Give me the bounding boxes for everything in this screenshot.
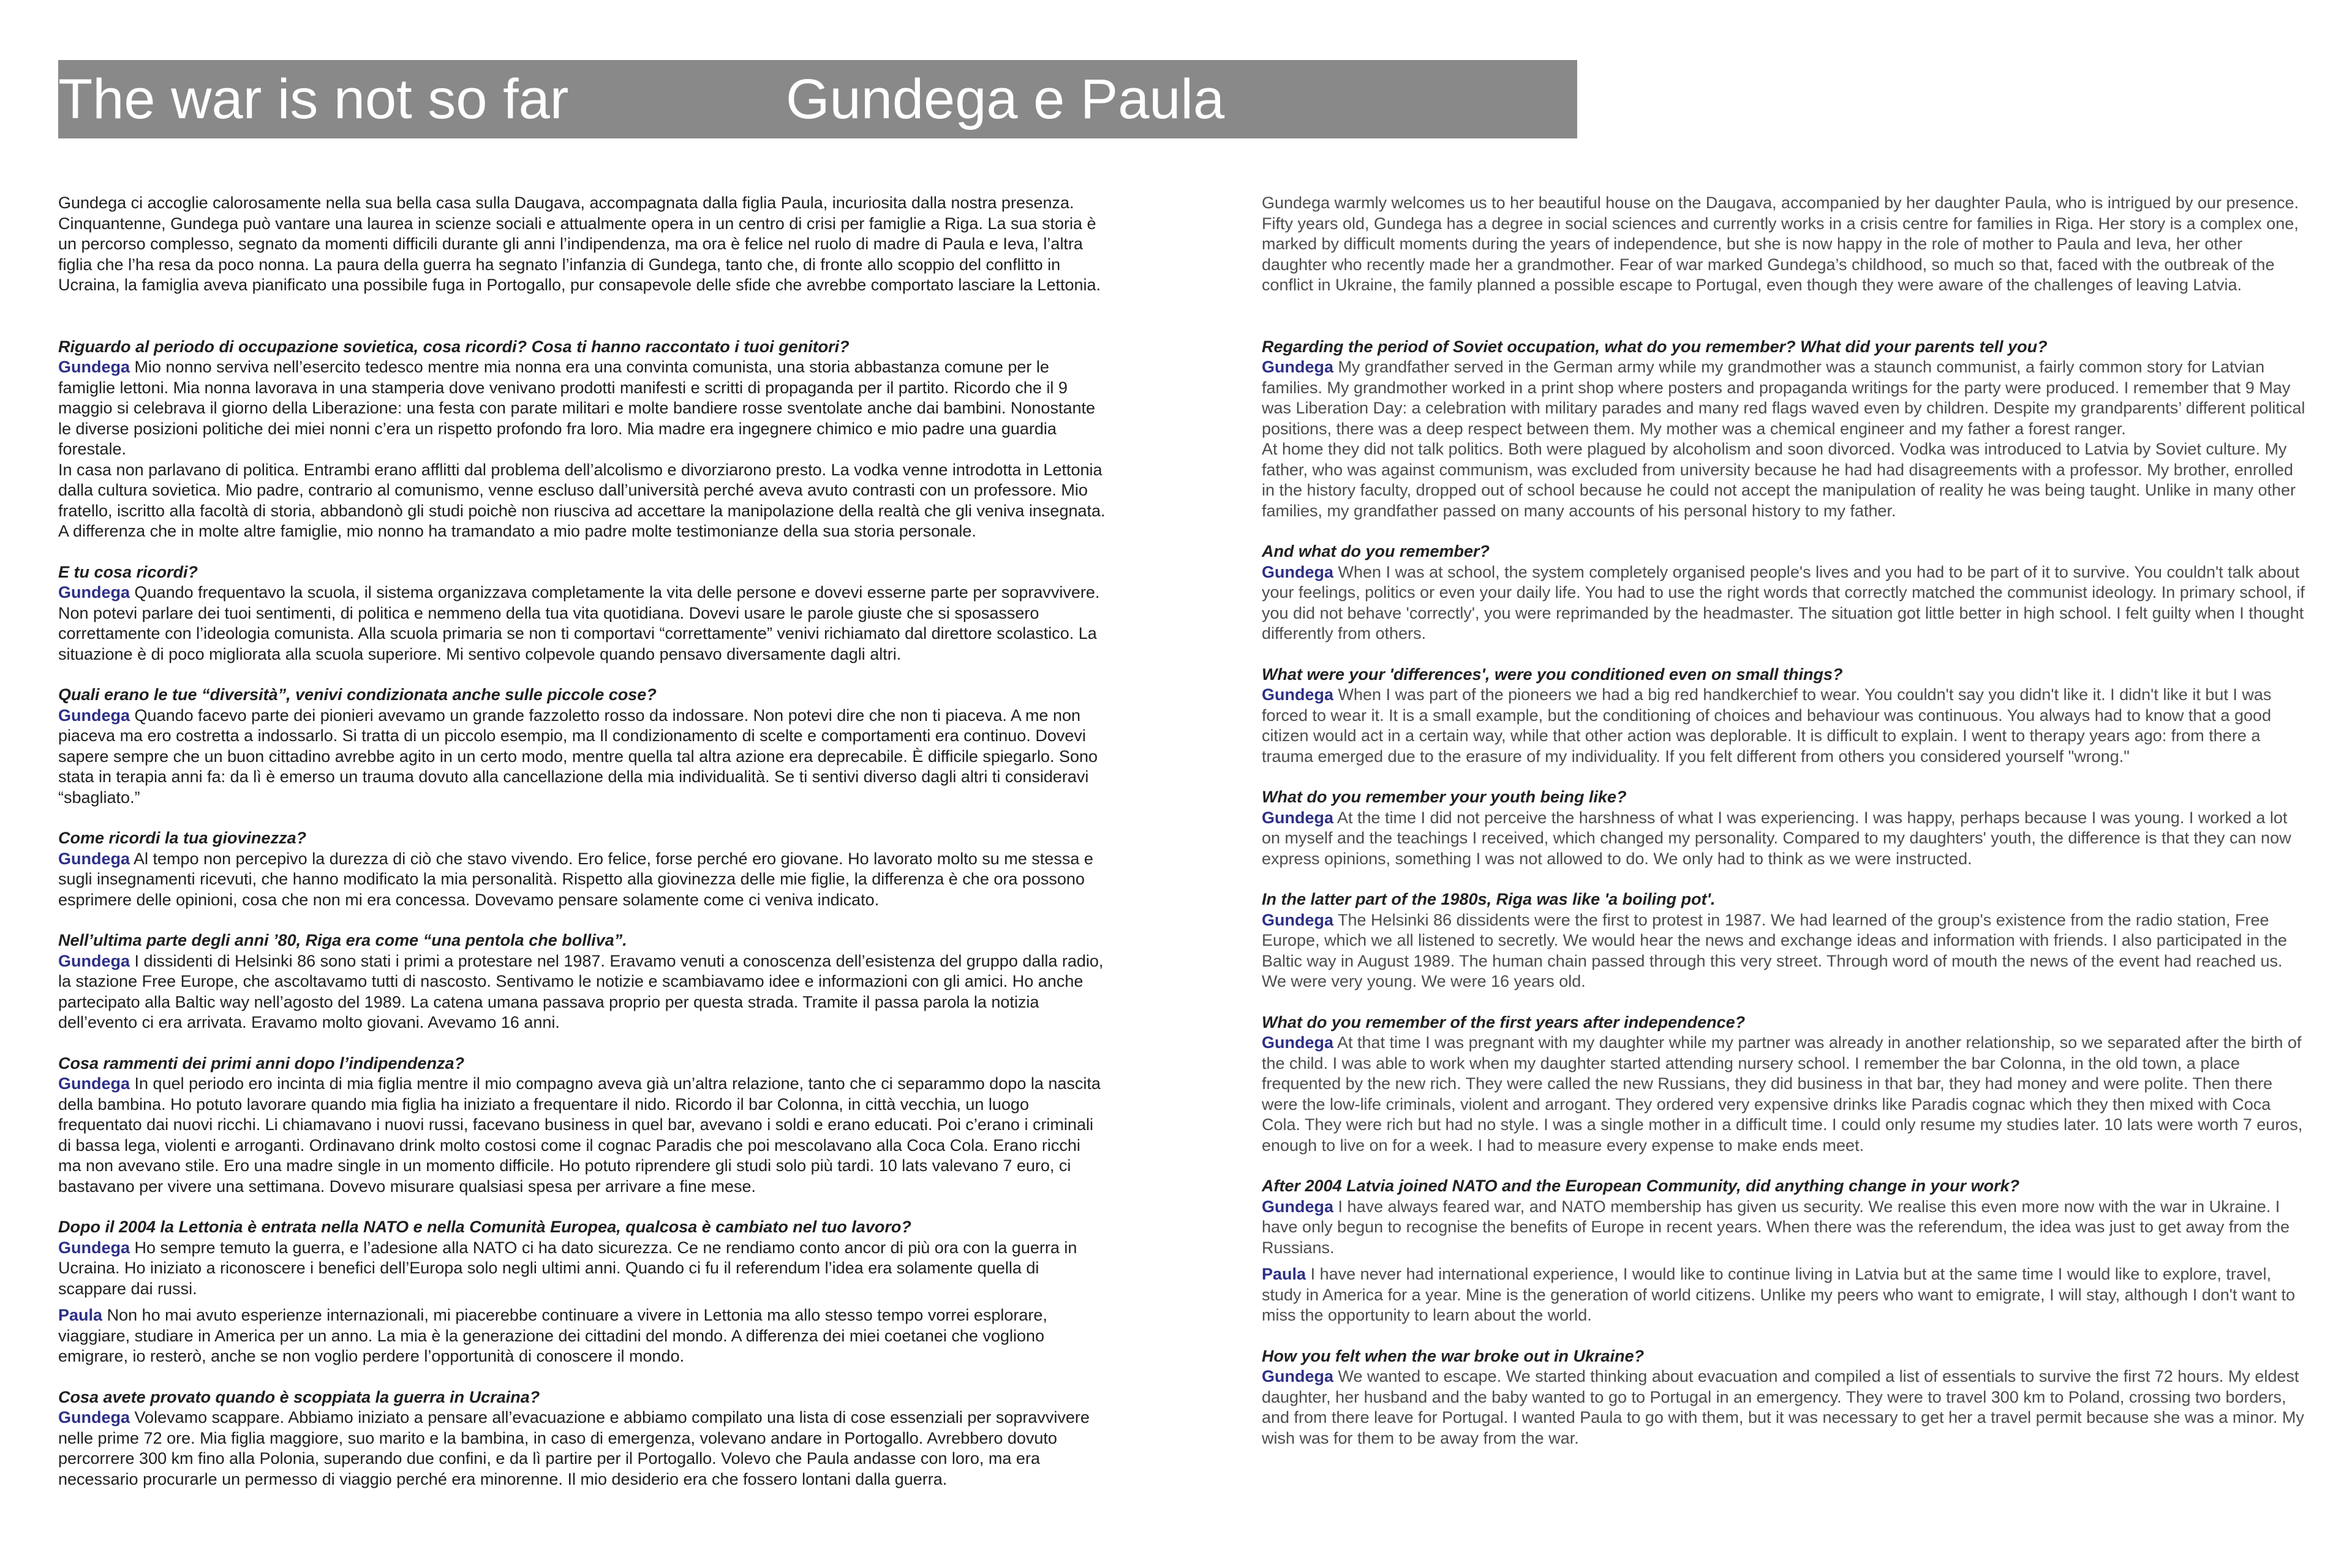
speaker-name: Gundega	[1262, 808, 1334, 827]
qa-block	[1262, 541, 2309, 644]
speaker-name: Gundega	[58, 583, 130, 601]
qa-block	[58, 685, 1106, 808]
qa-block	[58, 1217, 1106, 1367]
answer	[1262, 808, 2309, 870]
answer	[1262, 357, 2309, 439]
question: In the latter part of the 1980s, Riga was like 'a boiling pot'.	[1262, 890, 1716, 908]
answer-text: When I was at school, the system completely organised people's lives and you had to be part of it to survive. You couldn't talk about your feelings, politics or even your daily life. You had to use the right words that correctly matched the communist ideology. In primary school, if you did not behave 'correctly', you were reprimanded by the headmaster. The situation got little better in high school. I felt guilty when I thought differently from others.	[1262, 562, 2305, 643]
answer	[58, 706, 1106, 809]
speaker-name: Gundega	[58, 1238, 130, 1257]
speaker-name: Gundega	[58, 706, 130, 725]
qa-block	[1262, 1346, 2309, 1449]
qa-block	[58, 1387, 1106, 1490]
speaker-name: Gundega	[58, 849, 130, 868]
qa-block	[58, 1054, 1106, 1197]
qa-block	[1262, 665, 2309, 767]
answer-text: I have never had international experience, I would like to continue living in Latvia but at the same time I would like to explore, travel, study in America for a year. Mine is the generation of world citizens. Unlike my peers who want to emigrate, I will stay, although I don't want to miss the opportunity to learn about the world.	[1262, 1265, 2295, 1324]
qa-block	[58, 930, 1106, 1033]
question: Come ricordi la tua giovinezza?	[58, 829, 307, 847]
answer-text: The Helsinki 86 dissidents were the first to protest in 1987. We had learned of the group's existence from the radio station, Free Europe, which we all listened to secretly. We would hear the news and exchange ideas and information with friends. I also participated in the Baltic way in August 1989. The human chain passed through this very street. Through word of mouth the news of the event had reached us. We were very young. We were 16 years old.	[1262, 910, 2287, 990]
answer-text: Al tempo non percepivo la durezza di ciò che stavo vivendo. Ero felice, forse perché ero giovane. Ho lavorato molto su me stessa e sugli insegnamenti ricevuti, che hanno modificato la mia personalità. Rispetto alla giovinezza delle mie figlie, la differenza è che ora possono esprimere delle opinioni, cosa che non mi era concessa. Dovevamo pensare solamente come ci veniva indicato.	[58, 849, 1093, 909]
qa-block	[1262, 1176, 2309, 1326]
answer-text: Mio nonno serviva nell’esercito tedesco mentre mia nonna era una convinta comunista, una storia abbastanza comune per le famiglie lettoni. Mia nonna lavorava in una stamperia dove venivano prodotti manifesti e scritti di propaganda per il partito. Ricordo che il 9 maggio si celebrava il giorno della Liberazione: una festa con parate militari e molte bandiere rosse sventolate anche dai bambini. Nonostante le diverse posizioni politiche dei miei nonni c’era un rispetto profondo fra loro. Mia madre era ingegnere chimico e mio padre una guardia forestale.	[58, 358, 1095, 458]
question: Regarding the period of Soviet occupation, what do you remember? What did your parents tell you?	[1262, 337, 2048, 356]
answer	[58, 357, 1106, 460]
speaker-name: Gundega	[1262, 910, 1334, 929]
answer	[58, 1074, 1106, 1197]
answer-text: When I was part of the pioneers we had a big red handkerchief to wear. You couldn't say you didn't like it. I didn't like it but I was forced to wear it. It is a small example, but the conditioning of choices and behaviour was continuous. You always had to know that a good citizen would act in a certain way, while that other action was deplorable. It is difficult to explain. I went to therapy years ago: from there a trauma emerged due to the erasure of my individuality. If you felt different from others you considered yourself "wrong."	[1262, 685, 2272, 766]
answer	[58, 1238, 1106, 1300]
answer	[1262, 1197, 2309, 1259]
question: E tu cosa ricordi?	[58, 562, 198, 581]
answer-text: At that time I was pregnant with my daughter while my partner was already in another relationship, so we separated after the birth of the child. I was able to work when my daughter started attending nursery school. I remember the bar Colonna, in the old town, a place frequented by the new rich. They were called the new Russians, they did business in that bar, they had money and were polite. Then there were the low-life criminals, violent and arrogant. They ordered very expensive drinks like Paradis cognac which they then mixed with Coca Cola. They were rich but had no style. I was a single mother in a difficult time. I could only resume my studies later. 10 lats were worth 7 euros, enough to live on for a week. I had to measure every expense to make ends meet.	[1262, 1033, 2303, 1155]
answer-continued: At home they did not talk politics. Both were plagued by alcoholism and soon divorced. Vodka was introduced to Latvia by Soviet culture. My father, who was against communism, was excluded from university because he had had disagreements with a professor. My brother, enrolled in the history faculty, dropped out of school because he could not accept the manipulation of reality he was being taught. Unlike in many other families, my grandfather passed on many accounts of his personal history to my father.	[1262, 440, 2296, 520]
qa-block	[1262, 787, 2309, 869]
question: And what do you remember?	[1262, 542, 1490, 560]
answer	[1262, 685, 2309, 767]
title-banner	[58, 60, 1577, 138]
speaker-name: Gundega	[58, 358, 130, 376]
speaker-name: Gundega	[1262, 1197, 1334, 1216]
answer-text: Quando facevo parte dei pionieri avevamo un grande fazzoletto rosso da indossare. Non potevi dire che non ti piaceva. A me non piaceva ma ero costretta a indossarlo. Si tratta di un piccolo esempio, ma Il condizionamento di scelte e comportamenti era continuo. Dovevi sapere sempre che un buon cittadino avrebbe agito in un certo modo, mentre quella tal altra azione era deprecabile. È difficile spiegarlo. Sono stata in terapia anni fa: da lì è emerso un trauma dovuto alla cancellazione della mia individualità. Se ti sentivi diverso dagli altri ti consideravi “sbagliato.”	[58, 706, 1098, 807]
answer	[1262, 910, 2309, 992]
question: Riguardo al periodo di occupazione sovietica, cosa ricordi? Cosa ti hanno raccontato i tuoi genitori?	[58, 337, 850, 356]
answer	[1262, 562, 2309, 644]
title-right: Gundega e Paula	[786, 68, 1225, 130]
speaker-name: Gundega	[1262, 1033, 1334, 1052]
title-left: The war is not so far	[58, 68, 569, 130]
answer-text: In quel periodo ero incinta di mia figlia mentre il mio compagno aveva già un’altra relazione, tanto che ci separammo dopo la nascita della bambina. Ho potuto lavorare quando mia figlia ha iniziato a frequentare il nido. Ricordo il bar Colonna, in città vecchia, un luogo frequentato dai nuovi ricchi. Li chiamavano i nuovi russi, facevano business in quel bar, avevano i soldi e erano educati. Poi c’erano i criminali di bassa lega, violenti e arroganti. Ordinavano drink molto costosi come il cognac Paradis che poi mescolavano alla Coca Cola. Erano ricchi ma non avevano stile. Ero una madre single in un momento difficile. Ho potuto riprendere gli studi solo più tardi. 10 lats valevano 7 euro, ci bastavano per vivere una settimana. Dovevo misurare qualsiasi spesa per arrivare a fine mese.	[58, 1074, 1101, 1196]
question: What do you remember of the first years after independence?	[1262, 1012, 1746, 1031]
question: What do you remember your youth being like?	[1262, 788, 1627, 806]
answer	[58, 582, 1106, 665]
speaker-name: Gundega	[58, 951, 130, 970]
question: After 2004 Latvia joined NATO and the European Community, did anything change in your work?	[1262, 1177, 2020, 1195]
qa-block	[58, 828, 1106, 910]
speaker-name: Gundega	[1262, 1367, 1334, 1385]
question: Cosa avete provato quando è scoppiata la guerra in Ucraina?	[58, 1387, 540, 1406]
speaker-name: Paula	[1262, 1265, 1306, 1283]
answer-text: At the time I did not perceive the harshness of what I was experiencing. I was happy, perhaps because I was young. I worked a lot on myself and the teachings I received, which changed my personality. Compared to my daughters' youth, the difference is that they can now express opinions, something I was not allowed to do. We only had to think as we were instructed.	[1262, 808, 2291, 868]
question: Quali erano le tue “diversità”, venivi condizionata anche sulle piccole cose?	[58, 685, 657, 704]
qa-block	[1262, 337, 2309, 522]
speaker-name: Gundega	[58, 1074, 130, 1093]
answer	[1262, 1366, 2309, 1449]
answer-text: My grandfather served in the German army while my grandmother was a staunch communist, a fairly common story for Latvian families. My grandmother worked in a print shop where posters and propaganda writings for the party were produced. I remember that 9 May was Liberation Day: a celebration with military parades and many red flags waved even by children. Despite my grandparents’ different political positions, there was a deep respect between them. My mother was a chemical engineer and my father a forest ranger.	[1262, 358, 2305, 438]
answer-text: We wanted to escape. We started thinking about evacuation and compiled a list of essentials to survive the first 72 hours. My eldest daughter, her husband and the baby wanted to go to Portugal in an emergency. They were to travel 300 km to Poland, crossing two borders, and from there leave for Portugal. I wanted Paula to go with them, but it was necessary to get her a travel permit because she was a minor. My wish was for them to be away from the war.	[1262, 1367, 2304, 1447]
question: Dopo il 2004 la Lettonia è entrata nella NATO e nella Comunità Europea, qualcosa è cambiato nel tuo lavoro?	[58, 1218, 911, 1236]
answer	[1262, 1033, 2309, 1156]
question: What were your 'differences', were you conditioned even on small things?	[1262, 665, 1843, 684]
speaker-name: Gundega	[58, 1408, 130, 1427]
answer-text: I dissidenti di Helsinki 86 sono stati i primi a protestare nel 1987. Eravamo venuti a conoscenza dell’esistenza del gruppo dalla radio, la stazione Free Europe, che ascoltavamo tutti di nascosto. Sentivamo le notizie e scambiavamo idee e informazioni con gli amici. Ho anche partecipato alla Baltic way nell’agosto del 1989. La catena umana passava proprio per questa strada. Tramite il passa parola la notizia dell’evento ci era arrivata. Eravamo molto giovani. Avevamo 16 anni.	[58, 951, 1104, 1031]
speaker-name: Gundega	[1262, 358, 1334, 376]
answer	[58, 849, 1106, 911]
answer	[58, 1408, 1106, 1490]
qa-block	[58, 337, 1106, 542]
question: Nell’ultima parte degli anni ’80, Riga era come “una pentola che bolliva”.	[58, 931, 627, 949]
answer-text: Non ho mai avuto esperienze internazionali, mi piacerebbe continuare a vivere in Lettonia ma allo stesso tempo vorrei esplorare, viaggiare, studiare in America per un anno. La mia è la generazione dei cittadini del mondo. A differenza dei miei coetanei che vogliono emigrare, io resterò, anche se non voglio perdere l’opportunità di conoscere il mondo.	[58, 1306, 1047, 1365]
speaker-name: Gundega	[1262, 685, 1334, 704]
speaker-name: Paula	[58, 1306, 103, 1324]
answer-text: Quando frequentavo la scuola, il sistema organizzava completamente la vita delle persone e dovevi esserne parte per sopravvivere. Non potevi parlare dei tuoi sentimenti, di politica e nemmeno della tua vita quotidiana. Dovevi usare le parole giuste che si sposassero correttamente con l’ideologia comunista. Alla scuola primaria se non ti comportavi “correttamente” venivi richiamato dal direttore scolastico. La situazione è di poco migliorata alla scuola superiore. Mi sentivo colpevole quando pensavo diversamente dagli altri.	[58, 583, 1100, 663]
question: Cosa rammenti dei primi anni dopo l’indipendenza?	[58, 1054, 465, 1072]
answer-second-speaker	[58, 1305, 1106, 1367]
qa-block	[1262, 889, 2309, 992]
answer	[58, 951, 1106, 1033]
italian-column	[58, 193, 1106, 1510]
answer-second-speaker	[1262, 1264, 2309, 1326]
speaker-name: Gundega	[1262, 562, 1334, 581]
intro-paragraph: Gundega warmly welcomes us to her beautiful house on the Daugava, accompanied by her daughter Paula, who is intrigued by our presence. Fifty years old, Gundega has a degree in social sciences and currently works in a crisis centre for families in Riga. Her story is a complex one, marked by difficult moments during the years of independence, but she is now happy in the role of mother to Paula and Ieva, her other daughter who recently made her a grandmother. Fear of war marked Gundega’s childhood, so much so that, faced with the outbreak of the conflict in Ukraine, the family planned a possible escape to Portugal, even though they were aware of the challenges of leaving Latvia.	[1262, 194, 2299, 294]
question: How you felt when the war broke out in Ukraine?	[1262, 1346, 1645, 1365]
answer-text: I have always feared war, and NATO membership has given us security. We realise this even more now with the war in Ukraine. I have only begun to recognise the benefits of Europe in recent years. When there was the referendum, the idea was just to get away from the Russians.	[1262, 1197, 2290, 1257]
qa-block	[1262, 1012, 2309, 1156]
answer-continued: In casa non parlavano di politica. Entrambi erano afflitti dal problema dell’alcolismo e divorziarono presto. La vodka venne introdotta in Lettonia dalla cultura sovietica. Mio padre, contrario al comunismo, venne escluso dall’università perché aveva avuto contrasti con un professore. Mio fratello, iscritto alla facoltà di storia, abbandonò gli studi poichè non riusciva ad accettare la manipolazione della realtà che gli veniva insegnata. A differenza che in molte altre famiglie, mio nonno ha tramandato a mio padre molte testimonianze della sua storia personale.	[58, 460, 1106, 540]
intro-paragraph: Gundega ci accoglie calorosamente nella sua bella casa sulla Daugava, accompagnata dalla figlia Paula, incuriosita dalla nostra presenza. Cinquantenne, Gundega può vantare una laurea in scienze sociali e attualmente opera in un centro di crisi per famiglie a Riga. La sua storia è un percorso complesso, segnato da momenti difficili durante gli anni l’indipendenza, ma ora è felice nel ruolo di madre di Paula e Ieva, l’altra figlia che l’ha resa da poco nonna. La paura della guerra ha segnato l’infanzia di Gundega, tanto che, di fronte allo scoppio del conflitto in Ucraina, la famiglia aveva pianificato una possibile fuga in Portogallo, pur consapevole delle sfide che avrebbe comportato lasciare la Lettonia.	[58, 194, 1101, 294]
qa-block	[58, 562, 1106, 665]
answer-text: Ho sempre temuto la guerra, e l’adesione alla NATO ci ha dato sicurezza. Ce ne rendiamo conto ancor di più ora con la guerra in Ucraina. Ho iniziato a riconoscere i benefici dell’Europa solo negli ultimi anni. Quando ci fu il referendum l’idea era solamente quella di scappare dai russi.	[58, 1238, 1077, 1298]
english-column	[1262, 193, 2309, 1469]
answer-text: Volevamo scappare. Abbiamo iniziato a pensare all’evacuazione e abbiamo compilato una lista di cose essenziali per sopravvivere nelle prime 72 ore. Mia figlia maggiore, suo marito e la bambina, in caso di emergenza, volevano andare in Portogallo. Avrebbero dovuto percorrere 300 km fino alla Polonia, superando due confini, e da lì partire per il Portogallo. Volevo che Paula andasse con loro, ma era necessario procurarle un permesso di viaggio perché era minorenne. Il mio desiderio era che fossero lontani dalla guerra.	[58, 1408, 1090, 1488]
